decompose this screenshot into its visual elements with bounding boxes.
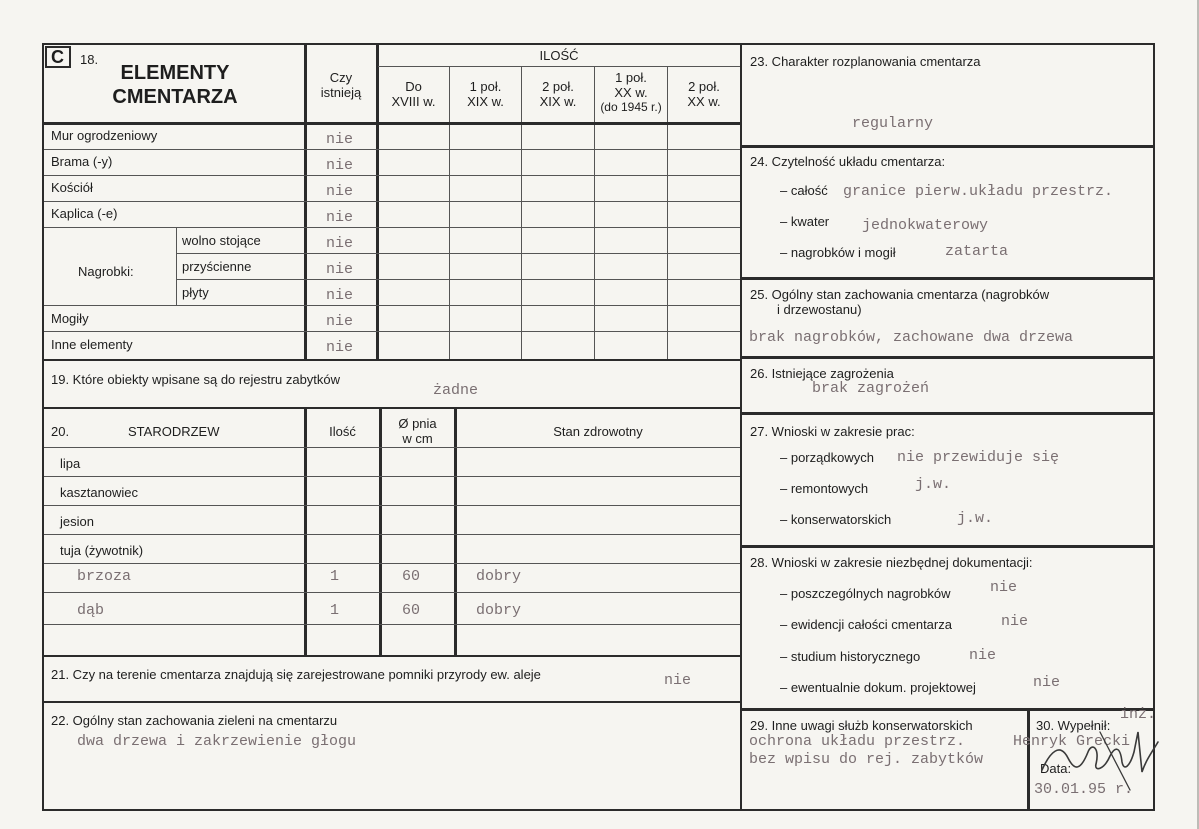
section-30-date-label: Data: — [1040, 761, 1072, 776]
divider — [44, 563, 740, 564]
section-27-konserwatorskich-value: j.w. — [957, 510, 994, 527]
tree-kasztanowiec: kasztanowiec — [60, 485, 139, 500]
value-wolno-stojace: nie — [326, 235, 354, 252]
divider — [44, 175, 740, 176]
col-header-pien: Ø pnia w cm — [398, 416, 437, 446]
col-header-ilosc: Ilość — [329, 424, 356, 439]
divider — [44, 305, 740, 306]
tree-jesion: jesion — [60, 514, 94, 529]
handwritten-signature — [1030, 712, 1160, 792]
value-kosciol: nie — [326, 183, 354, 200]
section-27-konserwatorskich-label: – konserwatorskich — [780, 512, 892, 527]
section-28-projektowej-value: nie — [1033, 674, 1061, 691]
divider — [44, 201, 740, 202]
divider — [44, 592, 740, 593]
czy-istnieja-header-1: Czy — [329, 70, 353, 85]
divider — [454, 407, 457, 657]
tree-brzoza-pien: 60 — [402, 568, 421, 585]
section-title-line2: CMENTARZA — [112, 86, 238, 108]
section-22-label: 22. Ogólny stan zachowania zieleni na cmentarzu — [51, 713, 338, 728]
section-27-remontowych-value: j.w. — [915, 476, 952, 493]
section-24-nagrobkow-value: zatarta — [945, 243, 1009, 260]
tree-dab-stan: dobry — [476, 602, 522, 619]
section-letter: C — [51, 47, 64, 67]
divider — [740, 277, 1155, 280]
tree-dab-pien: 60 — [402, 602, 421, 619]
row-label-nagrobki: Nagrobki: — [78, 264, 134, 279]
section-25-label-2: i drzewostanu) — [777, 302, 862, 317]
section-29-label: 29. Inne uwagi służb konserwatorskich — [750, 718, 973, 733]
section-19-label: 19. Które obiekty wpisane są do rejestru zabytków — [51, 372, 341, 387]
section-number: 18. — [80, 52, 99, 67]
divider — [176, 228, 177, 306]
divider — [44, 149, 740, 150]
divider — [44, 447, 740, 448]
section-28-projektowej-label: – ewentualnie dokum. projektowej — [780, 680, 976, 695]
section-19-value: żadne — [433, 382, 479, 399]
section-24-calosc-value: granice pierw.układu przestrz. — [843, 183, 1114, 200]
section-28-label: 28. Wnioski w zakresie niezbędnej dokumentacji: — [750, 555, 1033, 570]
divider — [304, 407, 307, 657]
value-przyscienne: nie — [326, 261, 354, 278]
tree-dab-ilosc: 1 — [330, 602, 340, 619]
tree-brzoza-stan: dobry — [476, 568, 522, 585]
section-29-line2: bez wpisu do rej. zabytków — [749, 751, 984, 768]
divider — [42, 122, 742, 125]
section-24-label: 24. Czytelność układu cmentarza: — [750, 154, 946, 169]
section-21-value: nie — [664, 672, 692, 689]
row-label-brama: Brama (-y) — [51, 154, 113, 169]
section-24-calosc-label: – całość — [780, 183, 828, 198]
divider — [378, 66, 740, 67]
col-header-stan: Stan zdrowotny — [553, 424, 643, 439]
divider — [740, 545, 1155, 548]
value-brama: nie — [326, 157, 354, 174]
section-27-porzadkowych-label: – porządkowych — [780, 450, 874, 465]
section-27-remontowych-label: – remontowych — [780, 481, 869, 496]
section-24-kwater-value: jednokwaterowy — [862, 217, 989, 234]
section-28-studium-value: nie — [969, 647, 997, 664]
section-24-kwater-label: – kwater — [780, 214, 830, 229]
divider — [521, 66, 522, 359]
tree-brzoza-ilosc: 1 — [330, 568, 340, 585]
section-28-nagrobkow-label: – poszczególnych nagrobków — [780, 586, 951, 601]
divider — [667, 66, 668, 359]
divider — [44, 227, 740, 228]
divider — [740, 708, 1155, 711]
divider — [177, 253, 740, 254]
row-label-kaplica: Kaplica (-e) — [51, 206, 118, 221]
row-label-kosciol: Kościół — [51, 180, 93, 195]
tree-lipa: lipa — [60, 456, 81, 471]
section-30-date: 30.01.95 r. — [1034, 781, 1134, 798]
section-20-title: STARODRZEW — [128, 424, 220, 439]
section-27-porzadkowych-value: nie przewiduje się — [897, 449, 1060, 466]
divider — [44, 505, 740, 506]
section-20-number: 20. — [51, 424, 70, 439]
row-label-przyscienne: przyścienne — [182, 259, 252, 274]
col-header-1pol-xx: 1 poł. XX w. (do 1945 r.) — [600, 70, 662, 114]
tree-dab: dąb — [77, 602, 105, 619]
divider — [740, 412, 1155, 415]
section-30-name: Henryk Grecki — [1013, 733, 1131, 750]
section-30-title: inż. — [1120, 706, 1157, 723]
section-24-nagrobkow-label: – nagrobków i mogił — [780, 245, 896, 260]
row-label-mogily: Mogiły — [51, 311, 89, 326]
col-header-1pol-xix: 1 poł. XIX w. — [467, 79, 504, 109]
divider — [449, 66, 450, 359]
section-23-label: 23. Charakter rozplanowania cmentarza — [750, 54, 981, 69]
divider — [740, 145, 1155, 148]
value-plyty: nie — [326, 287, 354, 304]
row-label-mur: Mur ogrodzeniowy — [51, 128, 158, 143]
section-27-label: 27. Wnioski w zakresie prac: — [750, 424, 915, 439]
section-25-label-1: 25. Ogólny stan zachowania cmentarza (nagrobków — [750, 287, 1050, 302]
value-mur: nie — [326, 131, 354, 148]
section-26-value: brak zagrożeń — [812, 380, 930, 397]
section-25-value: brak nagrobków, zachowane dwa drzewa — [749, 329, 1074, 346]
col-header-2pol-xix: 2 poł. XIX w. — [539, 79, 577, 109]
section-21-label: 21. Czy na terenie cmentarza znajdują się zarejestrowane pomniki przyrody ew. aleje — [51, 667, 541, 682]
tree-tuja: tuja (żywotnik) — [60, 543, 144, 558]
section-title-line1: ELEMENTY — [120, 62, 230, 84]
divider — [44, 331, 740, 332]
row-label-wolno-stojace: wolno stojące — [182, 233, 261, 248]
divider — [44, 534, 740, 535]
row-label-plyty: płyty — [182, 285, 209, 300]
value-mogily: nie — [326, 313, 354, 330]
col-header-do-xviii: Do XVIII w. — [391, 79, 436, 109]
section-28-ewidencji-value: nie — [1001, 613, 1029, 630]
section-28-nagrobkow-value: nie — [990, 579, 1018, 596]
value-inne: nie — [326, 339, 354, 356]
section-23-value: regularny — [852, 115, 934, 132]
ilosc-header: ILOŚĆ — [539, 48, 579, 63]
section-22-value: dwa drzewa i zakrzewienie głogu — [77, 733, 357, 750]
czy-istnieja-header-2: istnieją — [320, 85, 362, 100]
divider — [44, 476, 740, 477]
section-29-line1: ochrona układu przestrz. — [749, 733, 966, 750]
tree-brzoza: brzoza — [77, 568, 132, 585]
value-kaplica: nie — [326, 209, 354, 226]
row-label-inne: Inne elementy — [51, 337, 133, 352]
section-26-label: 26. Istniejące zagrożenia — [750, 366, 894, 381]
divider — [44, 624, 740, 625]
divider — [177, 279, 740, 280]
section-28-ewidencji-label: – ewidencji całości cmentarza — [780, 617, 952, 632]
divider — [740, 356, 1155, 359]
section-30-label: 30. Wypełnił: — [1036, 718, 1111, 733]
col-header-2pol-xx: 2 poł. XX w. — [687, 79, 721, 109]
section-28-studium-label: – studium historycznego — [780, 649, 921, 664]
